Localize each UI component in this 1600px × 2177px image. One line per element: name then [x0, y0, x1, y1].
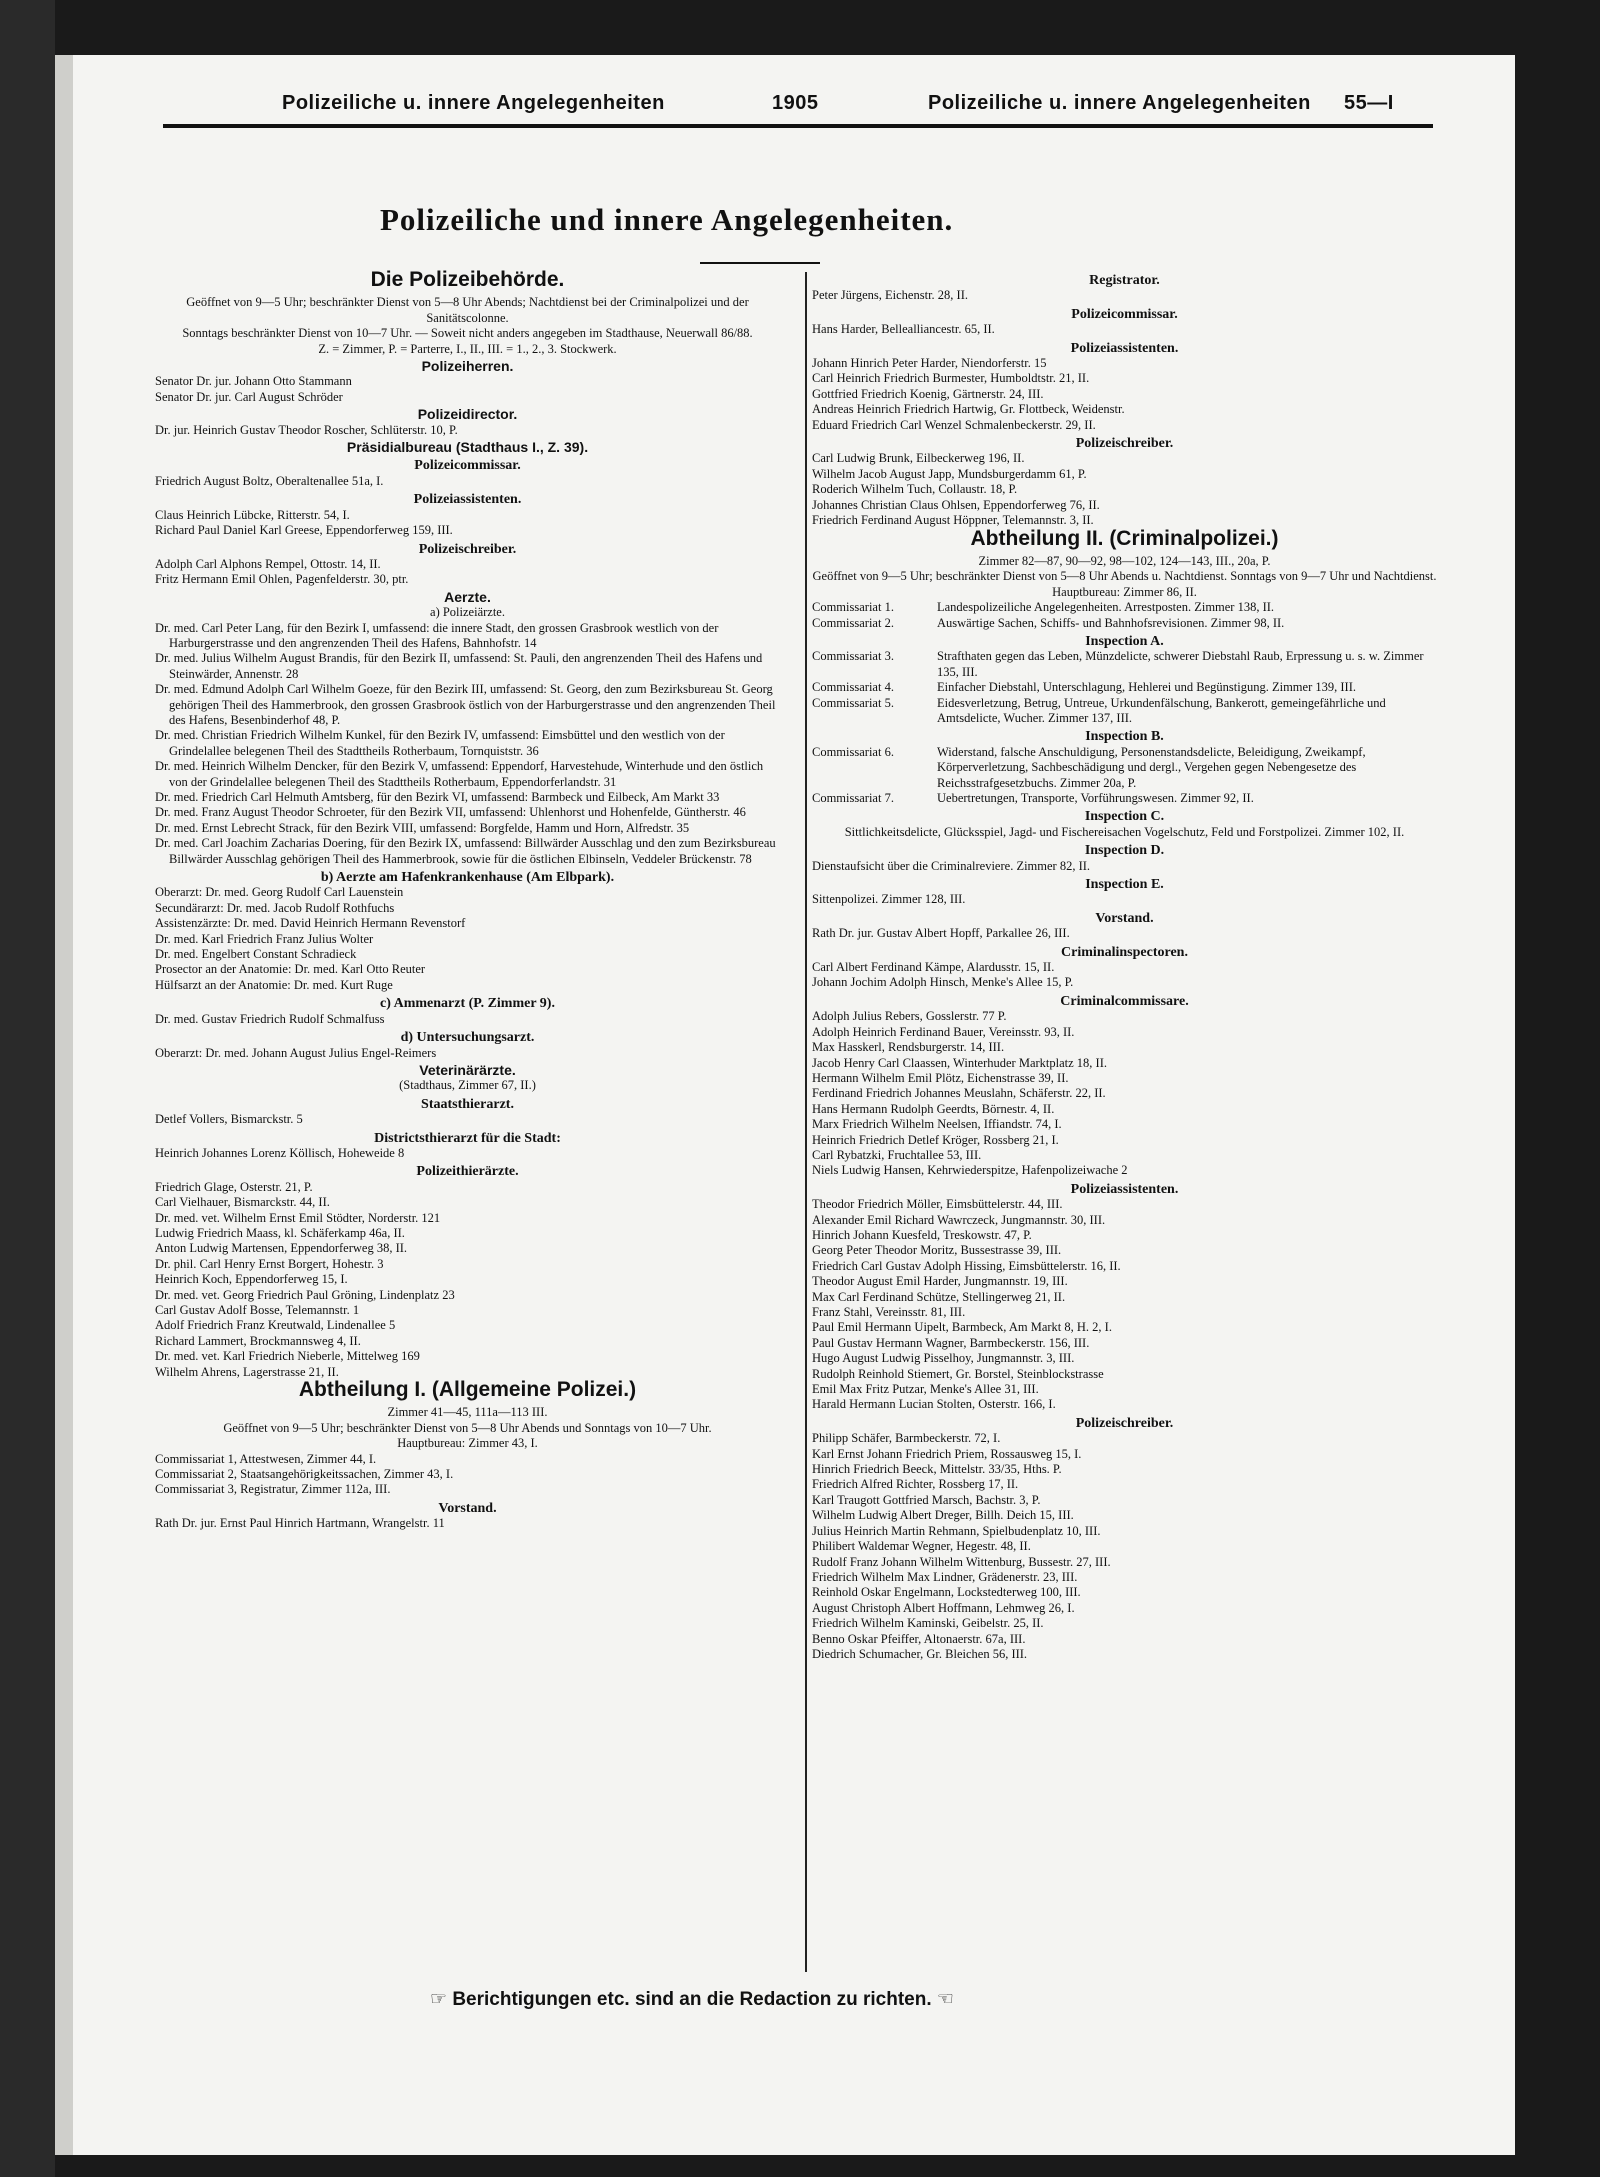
centered-note: Sonntags beschränkter Dienst von 10—7 Uhr. — Soweit nicht anders angegeben im Stadthause, Neuerwall 86/88.: [182, 326, 753, 341]
commissariat-entry: [812, 680, 1437, 695]
directory-entry: Wilhelm Ludwig Albert Dreger, Billh. Deich 15, III.: [812, 1508, 1074, 1523]
scan-left-edge: [0, 0, 55, 2177]
directory-entry: Dr. med. Carl Peter Lang, für den Bezirk I, umfassend: die innere Stadt, den grossen Grasbrook westlich von der Harburgerstrasse und den angrenzenden Theil des Hafens, Bahnhofstr. 14: [155, 620, 719, 650]
directory-entry: Niels Ludwig Hansen, Kehrwiederspitze, Hafenpolizeiwache 2: [812, 1163, 1128, 1178]
centered-note: Zimmer 41—45, 111a—113 III.: [387, 1405, 548, 1420]
directory-entry: Dr. med. Carl Joachim Zacharias Doering, für den Bezirk IX, umfassend: Billwärder Ausschlag und den zum Bezirksbureau Billwärder Ausschlag gehörigen Theil des Hammerbrook, sowie für die östlichen Elbinseln, Veddeler Brückenstr. 78: [155, 836, 776, 866]
directory-entry: Prosector an der Anatomie: Dr. med. Karl Otto Reuter: [155, 962, 426, 977]
directory-entry: Rath Dr. jur. Ernst Paul Hinrich Hartmann, Wrangelstr. 11: [155, 1516, 445, 1531]
subheading: b) Aerzte am Hafenkrankenhause (Am Elbpark).: [320, 870, 615, 886]
running-header-year: 1905: [772, 92, 819, 114]
directory-entry: Dr. med. Christian Friedrich Wilhelm Kunkel, für den Bezirk IV, umfassend: Eimsbüttel und den westlich von der Grindelallee belegenen Theil des Stadttheils Rotherbaum, Tornquiststr. 36: [155, 728, 725, 758]
subheading: Districtsthierarzt für die Stadt:: [374, 1130, 561, 1146]
directory-entry: Theodor Friedrich Möller, Eimsbüttelerstr. 44, III.: [812, 1197, 1063, 1212]
subheading: Polizeicommissar.: [414, 458, 521, 474]
commissariat-description: Strafthaten gegen das Leben, Münzdelicte, schwerer Diebstahl Raub, Erpressung u. s. w. Zimmer 135, III.: [937, 649, 1424, 679]
subheading: Criminalcommissare.: [1060, 993, 1189, 1009]
commissariat-description: Widerstand, falsche Anschuldigung, Personenstandsdelicte, Beleidigung, Zweikampf, Körperverletzung, Sachbeschädigung und dergl., Vergehen gegen Nebengesetze des Reichsstrafgesetzbuchs. Zimmer 20a, P.: [937, 744, 1366, 790]
commissariat-label: Commissariat 4.: [812, 680, 894, 695]
directory-entry: Philipp Schäfer, Barmbeckerstr. 72, I.: [812, 1431, 1001, 1446]
scan-right-background: [1515, 0, 1600, 2177]
subheading: Criminalinspectoren.: [1061, 944, 1188, 960]
centered-note: Hauptbureau: Zimmer 43, I.: [397, 1436, 538, 1451]
centered-note: (Stadthaus, Zimmer 67, II.): [399, 1078, 536, 1093]
directory-entry: Friedrich Carl Gustav Adolph Hissing, Eimsbüttelerstr. 16, II.: [812, 1258, 1121, 1273]
centered-note: a) Polizeiärzte.: [430, 605, 505, 620]
page-number: 55—I: [1344, 92, 1394, 114]
directory-entry: Heinrich Koch, Eppendorferweg 15, I.: [155, 1272, 348, 1287]
directory-entry: Julius Heinrich Martin Rehmann, Spielbudenplatz 10, III.: [812, 1523, 1101, 1538]
directory-entry: Paul Emil Hermann Uipelt, Barmbeck, Am Markt 8, H. 2, I.: [812, 1320, 1112, 1335]
directory-entry: Dienstaufsicht über die Criminalreviere. Zimmer 82, II.: [812, 858, 1091, 873]
directory-entry: Dr. med. Heinrich Wilhelm Dencker, für den Bezirk V, umfassend: Eppendorf, Harvestehude, Winterhude und den östlich von der Grindelallee belegenen Theil des Stadttheils Rotherbaum, Eppendorferlandstr. 31: [155, 759, 764, 789]
subheading: Inspection A.: [1085, 633, 1164, 649]
centered-note: Hauptbureau: Zimmer 86, II.: [1052, 584, 1197, 599]
directory-entry: Wilhelm Jacob August Japp, Mundsburgerdamm 61, P.: [812, 466, 1087, 481]
directory-entry: Commissariat 3, Registratur, Zimmer 112a, III.: [155, 1482, 391, 1497]
subheading: d) Untersuchungsarzt.: [400, 1030, 535, 1046]
directory-entry: Assistenzärzte: Dr. med. David Heinrich Hermann Revenstorf: [155, 916, 466, 931]
directory-entry: Dr. med. Ernst Lebrecht Strack, für den Bezirk VIII, umfassend: Borgfelde, Hamm und Horn, Alfredstr. 35: [155, 820, 690, 835]
directory-entry: Adolph Carl Alphons Rempel, Ottostr. 14, II.: [155, 556, 381, 571]
directory-entry: Johann Hinrich Peter Harder, Niendorferstr. 15: [812, 356, 1047, 371]
directory-entry: Friedrich Ferdinand August Höppner, Telemannstr. 3, II.: [812, 513, 1094, 528]
directory-entry: Adolph Heinrich Ferdinand Bauer, Vereinsstr. 93, II.: [812, 1024, 1075, 1039]
directory-entry: Richard Paul Daniel Karl Greese, Eppendorferweg 159, III.: [155, 523, 453, 538]
directory-entry: Oberarzt: Dr. med. Georg Rudolf Carl Lauenstein: [155, 885, 404, 900]
commissariat-description: Auswärtige Sachen, Schiffs- und Bahnhofsrevisionen. Zimmer 98, II.: [937, 615, 1285, 630]
directory-entry: Hermann Wilhelm Emil Plötz, Eichenstrasse 39, II.: [812, 1070, 1069, 1085]
directory-entry: Karl Ernst Johann Friedrich Priem, Rossausweg 15, I.: [812, 1446, 1082, 1461]
directory-entry: Carl Heinrich Friedrich Burmester, Humboldtstr. 21, II.: [812, 371, 1090, 386]
footer-notice: ☞ Berichtigungen etc. sind an die Redaction zu richten. ☜: [430, 1989, 954, 2010]
directory-entry: Andreas Heinrich Friedrich Hartwig, Gr. Flottbeck, Weidenstr.: [812, 402, 1125, 417]
directory-entry: Detlef Vollers, Bismarckstr. 5: [155, 1112, 303, 1127]
directory-entry: Hinrich Friedrich Beeck, Mittelstr. 33/35, Hths. P.: [812, 1462, 1062, 1477]
directory-entry: Hülfsarzt an der Anatomie: Dr. med. Kurt Ruge: [155, 977, 393, 992]
subsection-heading: Präsidialbureau (Stadthaus I., Z. 39).: [346, 439, 589, 456]
directory-entry: Dr. med. Gustav Friedrich Rudolf Schmalfuss: [155, 1011, 385, 1026]
subheading: Inspection C.: [1084, 809, 1165, 825]
directory-entry: Ferdinand Friedrich Johannes Meuslahn, Schäferstr. 22, II.: [812, 1086, 1106, 1101]
directory-entry: Friedrich Alfred Richter, Rossberg 17, II.: [812, 1477, 1019, 1492]
directory-entry: Heinrich Johannes Lorenz Köllisch, Hoheweide 8: [155, 1145, 405, 1160]
directory-entry: Anton Ludwig Martensen, Eppendorferweg 38, II.: [155, 1241, 408, 1256]
directory-entry: Peter Jürgens, Eichenstr. 28, II.: [812, 288, 968, 303]
directory-entry: Richard Lammert, Brockmannsweg 4, II.: [155, 1333, 361, 1348]
directory-entry: Rudolph Reinhold Stiemert, Gr. Borstel, Steinblockstrasse: [812, 1366, 1104, 1381]
subheading: Inspection E.: [1085, 877, 1164, 893]
subheading: Polizeischreiber.: [418, 541, 517, 557]
commissariat-description: Uebertretungen, Transporte, Vorführungswesen. Zimmer 92, II.: [937, 791, 1254, 805]
subheading: Polizeiassistenten.: [1070, 340, 1179, 356]
commissariat-entry: [812, 600, 1437, 615]
directory-entry: Harald Hermann Lucian Stolten, Osterstr. 166, I.: [812, 1397, 1056, 1412]
directory-entry: Fritz Hermann Emil Ohlen, Pagenfelderstr. 30, ptr.: [155, 572, 409, 587]
subheading: Polizeischreiber.: [1075, 1415, 1174, 1431]
commissariat-entry: [812, 745, 1437, 791]
directory-entry: Johann Jochim Adolph Hinsch, Menke's Allee 15, P.: [812, 975, 1074, 990]
centered-note: Geöffnet von 9—5 Uhr; beschränkter Dienst von 5—8 Uhr Abends; Nachtdienst bei der Criminalpolizei und der Sanitätscolonne.: [186, 295, 749, 325]
subheading: c) Ammenarzt (P. Zimmer 9).: [380, 996, 555, 1012]
section-heading: Abtheilung II. (Criminalpolizei.): [970, 526, 1279, 550]
directory-entry: Dr. med. Julius Wilhelm August Brandis, für den Bezirk II, umfassend: St. Pauli, den angrenzenden Theil des Hafens und Steinwärder, Annenstr. 28: [155, 651, 763, 681]
directory-entry: Paul Gustav Hermann Wagner, Barmbeckerstr. 156, III.: [812, 1335, 1090, 1350]
header-rule: [163, 124, 1433, 128]
subsection-heading: Polizeidirector.: [417, 406, 518, 423]
directory-entry: Commissariat 2, Staatsangehörigkeitssachen, Zimmer 43, I.: [155, 1467, 454, 1482]
directory-entry: Friedrich Wilhelm Kaminski, Geibelstr. 25, II.: [812, 1616, 1044, 1631]
centered-note: Zimmer 82—87, 90—92, 98—102, 124—143, III., 20a, P.: [978, 553, 1271, 568]
directory-entry: Dr. med. Engelbert Constant Schradieck: [155, 947, 357, 962]
running-header-left: Polizeiliche u. innere Angelegenheiten: [282, 92, 665, 114]
commissariat-entry: [812, 696, 1437, 727]
directory-entry: Karl Traugott Gottfried Marsch, Bachstr. 3, P.: [812, 1492, 1041, 1507]
left-column: [155, 270, 780, 1532]
directory-entry: Hugo August Ludwig Pisselhoy, Jungmannstr. 3, III.: [812, 1351, 1075, 1366]
commissariat-label: Commissariat 5.: [812, 695, 894, 710]
subheading: Staatsthierarzt.: [421, 1096, 514, 1112]
directory-entry: Carl Vielhauer, Bismarckstr. 44, II.: [155, 1195, 330, 1210]
subsection-heading: Veterinärärzte.: [419, 1061, 516, 1078]
title-rule: [700, 262, 820, 264]
directory-entry: Friedrich August Boltz, Oberaltenallee 51a, I.: [155, 473, 384, 488]
directory-entry: Marx Friedrich Wilhelm Neelsen, Iffiandstr. 74, I.: [812, 1117, 1062, 1132]
centered-note: Geöffnet von 9—5 Uhr; beschränkter Dienst von 5—8 Uhr Abends u. Nachtdienst. Sonntags von 9—7 Uhr und Nachtdienst.: [812, 569, 1437, 584]
commissariat-description: Eidesverletzung, Betrug, Untreue, Urkundenfälschung, Bankerott, gemeingefährliche und Amtsdelicte, Wucher. Zimmer 137, III.: [937, 695, 1386, 725]
directory-entry: Adolph Julius Rebers, Gosslerstr. 77 P.: [812, 1009, 1007, 1024]
commissariat-label: Commissariat 7.: [812, 791, 894, 805]
subheading: Polizeiassistenten.: [1070, 1181, 1179, 1197]
subheading: Polizeiassistenten.: [413, 492, 522, 508]
directory-entry: Dr. med. vet. Georg Friedrich Paul Gröning, Lindenplatz 23: [155, 1287, 455, 1302]
directory-entry: Eduard Friedrich Carl Wenzel Schmalenbeckerstr. 29, II.: [812, 417, 1096, 432]
directory-entry: Gottfried Friedrich Koenig, Gärtnerstr. 24, III.: [812, 386, 1044, 401]
directory-entry: Franz Stahl, Vereinsstr. 81, III.: [812, 1305, 966, 1319]
directory-entry: Benno Oskar Pfeiffer, Altonaerstr. 67a, III.: [812, 1631, 1026, 1646]
commissariat-label: Commissariat 6.: [812, 744, 894, 759]
commissariat-description: Einfacher Diebstahl, Unterschlagung, Hehlerei und Begünstigung. Zimmer 139, III.: [937, 680, 1356, 695]
directory-entry: Dr. med. Franz August Theodor Schroeter, für den Bezirk VII, umfassend: Uhlenhorst und Hohenfelde, Güntherstr. 46: [155, 805, 746, 820]
directory-entry: Commissariat 1, Attestwesen, Zimmer 44, I.: [155, 1451, 377, 1466]
directory-entry: Dr. med. Friedrich Carl Helmuth Amtsberg, für den Bezirk VI, umfassend: Barmbeck und Eilbeck, Am Markt 33: [155, 790, 720, 804]
directory-entry: Carl Ludwig Brunk, Eilbeckerweg 196, II.: [812, 451, 1025, 466]
subheading: Inspection D.: [1084, 843, 1165, 859]
centered-note: Sittlichkeitsdelicte, Glücksspiel, Jagd- und Fischereisachen Vogelschutz, Feld und Forstpolizei. Zimmer 102, II.: [844, 824, 1405, 839]
directory-entry: Friedrich Wilhelm Max Lindner, Grädenerstr. 23, III.: [812, 1569, 1078, 1584]
commissariat-label: Commissariat 1.: [812, 600, 894, 615]
directory-entry: Max Hasskerl, Rendsburgerstr. 14, III.: [812, 1040, 1005, 1055]
page-binding-shadow: [55, 55, 73, 2155]
directory-entry: Theodor August Emil Harder, Jungmannstr. 19, III.: [812, 1274, 1068, 1289]
directory-entry: Dr. med. Edmund Adolph Carl Wilhelm Goeze, für den Bezirk III, umfassend: St. Georg, den zum Bezirksbureau St. Georg gehörigen Theil des Hammerbrook, den grossen Grasbrook östlich von der Harburgerstrasse und den angrenzenden Theil des Hafens, Besenbinderhof 48, P.: [155, 682, 776, 727]
directory-entry: Jacob Henry Carl Claassen, Winterhuder Marktplatz 18, II.: [812, 1055, 1108, 1070]
directory-entry: Ludwig Friedrich Maass, kl. Schäferkamp 46a, II.: [155, 1225, 405, 1240]
centered-note: Geöffnet von 9—5 Uhr; beschränkter Dienst von 5—8 Uhr Abends und Sonntags von 10—7 Uhr.: [223, 1420, 712, 1435]
directory-entry: Rudolf Franz Johann Wilhelm Wittenburg, Bussestr. 27, III.: [812, 1554, 1111, 1569]
page-title: Polizeiliche und innere Angelegenheiten.: [380, 202, 954, 237]
commissariat-label: Commissariat 2.: [812, 615, 894, 630]
directory-entry: Dr. med. Karl Friedrich Franz Julius Wolter: [155, 931, 374, 946]
commissariat-entry: [812, 649, 1437, 680]
commissariat-description: Landespolizeiliche Angelegenheiten. Arrestposten. Zimmer 138, II.: [937, 600, 1275, 615]
subheading: Polizeischreiber.: [1075, 436, 1174, 452]
subheading: Inspection B.: [1085, 729, 1164, 745]
subsection-heading: Aerzte.: [444, 588, 491, 605]
directory-entry: Senator Dr. jur. Carl August Schröder: [155, 389, 343, 404]
running-header-right: Polizeiliche u. innere Angelegenheiten: [928, 92, 1311, 114]
subheading: Registrator.: [1089, 273, 1160, 288]
directory-entry: Wilhelm Ahrens, Lagerstrasse 21, II.: [155, 1364, 339, 1379]
directory-entry: Dr. phil. Carl Henry Ernst Borgert, Hohestr. 3: [155, 1256, 384, 1271]
directory-entry: Rath Dr. jur. Gustav Albert Hopff, Parkallee 26, III.: [812, 926, 1070, 941]
directory-entry: Carl Rybatzki, Fruchtallee 53, III.: [812, 1147, 982, 1162]
column-divider: [805, 272, 807, 1972]
footer-text: Berichtigungen etc. sind an die Redaction zu richten.: [452, 1989, 932, 2010]
directory-entry: Oberarzt: Dr. med. Johann August Julius Engel-Reimers: [155, 1045, 437, 1060]
directory-entry: Reinhold Oskar Engelmann, Lockstedterweg 100, III.: [812, 1585, 1081, 1600]
directory-entry: Emil Max Fritz Putzar, Menke's Allee 31, III.: [812, 1382, 1039, 1397]
directory-entry: Secundärarzt: Dr. med. Jacob Rudolf Rothfuchs: [155, 900, 395, 915]
subheading: Vorstand.: [1095, 910, 1154, 926]
commissariat-entry: [812, 791, 1437, 806]
directory-entry: Hans Hermann Rudolph Geerdts, Börnestr. 4, II.: [812, 1101, 1055, 1116]
directory-entry: Dr. med. vet. Karl Friedrich Nieberle, Mittelweg 169: [155, 1349, 420, 1364]
directory-entry: Claus Heinrich Lübcke, Ritterstr. 54, I.: [155, 507, 350, 522]
directory-entry: Philibert Waldemar Wegner, Hegestr. 48, II.: [812, 1539, 1031, 1554]
subheading: Polizeicommissar.: [1071, 306, 1178, 322]
directory-entry: Diedrich Schumacher, Gr. Bleichen 56, III.: [812, 1646, 1028, 1661]
directory-entry: Adolf Friedrich Franz Kreutwald, Lindenallee 5: [155, 1318, 396, 1333]
directory-entry: Georg Peter Theodor Moritz, Bussestrasse 39, III.: [812, 1243, 1062, 1258]
directory-entry: Alexander Emil Richard Wawrczeck, Jungmannstr. 30, III.: [812, 1212, 1106, 1227]
directory-entry: Heinrich Friedrich Detlef Kröger, Rossberg 21, I.: [812, 1132, 1059, 1147]
section-heading: Abtheilung I. (Allgemeine Polizei.): [298, 1378, 637, 1402]
directory-entry: Roderich Wilhelm Tuch, Collaustr. 18, P.: [812, 482, 1018, 497]
directory-entry: Carl Albert Ferdinand Kämpe, Alardusstr. 15, II.: [812, 960, 1055, 975]
centered-note: Z. = Zimmer, P. = Parterre, I., II., III. = 1., 2., 3. Stockwerk.: [318, 341, 617, 356]
subheading: Vorstand.: [438, 1500, 497, 1516]
subheading: Polizeithierärzte.: [416, 1164, 519, 1180]
directory-entry: Senator Dr. jur. Johann Otto Stammann: [155, 374, 352, 389]
subsection-heading: Polizeiherren.: [421, 358, 514, 375]
directory-entry: Max Carl Ferdinand Schütze, Stellingerweg 21, II.: [812, 1289, 1066, 1304]
directory-entry: Dr. jur. Heinrich Gustav Theodor Roscher, Schlüterstr. 10, P.: [155, 422, 458, 437]
directory-entry: Friedrich Glage, Osterstr. 21, P.: [155, 1179, 313, 1194]
right-column: [812, 270, 1437, 1662]
directory-entry: Sittenpolizei. Zimmer 128, III.: [812, 892, 966, 907]
commissariat-entry: [812, 616, 1437, 631]
directory-entry: Dr. med. vet. Wilhelm Ernst Emil Stödter, Norderstr. 121: [155, 1210, 441, 1225]
directory-entry: Hans Harder, Bellealliancestr. 65, II.: [812, 322, 995, 337]
directory-entry: August Christoph Albert Hoffmann, Lehmweg 26, I.: [812, 1600, 1075, 1615]
directory-entry: Hinrich Johann Kuesfeld, Treskowstr. 47, P.: [812, 1227, 1032, 1242]
directory-entry: Johannes Christian Claus Ohlsen, Eppendorferweg 76, II.: [812, 497, 1100, 512]
commissariat-label: Commissariat 3.: [812, 649, 894, 664]
directory-entry: Carl Gustav Adolf Bosse, Telemannstr. 1: [155, 1303, 360, 1317]
section-heading: Die Polizeibehörde.: [370, 268, 565, 291]
